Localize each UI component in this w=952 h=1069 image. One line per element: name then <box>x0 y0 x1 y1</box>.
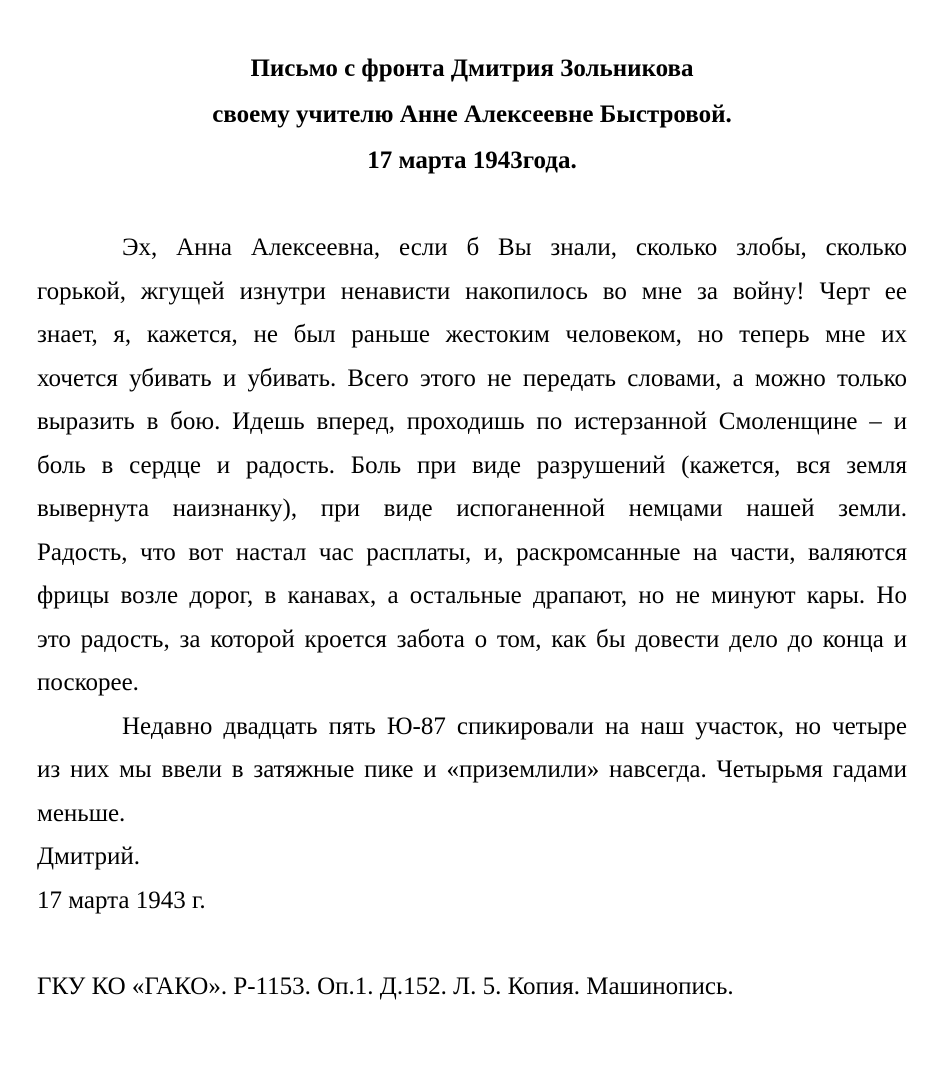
text-line: фрицы возле дорог, в канавах, а остальные драпают, но не минуют кары. Но <box>37 582 907 609</box>
title-line-3: 17 марта 1943года. <box>367 147 577 174</box>
paragraph-anger <box>37 226 907 705</box>
text-line: выразить в бою. Идешь вперед, проходишь по истерзанной Смоленщине – и <box>37 408 907 435</box>
paragraph-ju87 <box>37 705 907 836</box>
text-line: боль в сердце и радость. Боль при виде разрушений (кажется, вся земля <box>37 451 907 479</box>
title-line-2: своему учителю Анне Алексеевне Быстровой. <box>212 101 732 128</box>
text-line: Радость, что вот настал час расплаты, и, раскромсанные на части, валяются <box>37 538 907 566</box>
text-line: из них мы ввели в затяжные пике и «приземлили» навсегда. Четырьмя гадами <box>37 756 907 783</box>
text-line: Эх, Анна Алексеевна, если б Вы знали, сколько злобы, сколько <box>122 234 907 261</box>
text-line: Недавно двадцать пять Ю-87 спикировали на наш участок, но четыре <box>122 712 907 740</box>
text-line: это радость, за которой кроется забота о том, как бы довести дело до конца и <box>37 625 907 653</box>
text-line: поскорее. <box>37 669 139 696</box>
text-line: меньше. <box>37 799 126 827</box>
text-line: 17 марта 1943 г. <box>37 886 206 914</box>
letter-body <box>37 226 907 922</box>
title-line-1: Письмо с фронта Дмитрия Зольникова <box>250 55 694 82</box>
text-line: вывернута наизнанку), при виде испоганенной немцами нашей земли. <box>37 495 907 522</box>
signature <box>37 835 907 879</box>
text-line: Дмитрий. <box>37 843 140 870</box>
text-line: хочется убивать и убивать. Всего этого не передать словами, а можно только <box>37 364 907 392</box>
text-line: горькой, жгущей изнутри ненависти накопилось во мне за войну! Черт ее <box>37 277 907 305</box>
archive-reference: ГКУ КО «ГАКО». Р-1153. Оп.1. Д.152. Л. 5. Копия. Машинопись. <box>37 973 734 1000</box>
date-line <box>37 879 907 923</box>
text-line: знает, я, кажется, не был раньше жестоким человеком, но теперь мне их <box>37 321 907 348</box>
letter-title <box>37 46 907 184</box>
